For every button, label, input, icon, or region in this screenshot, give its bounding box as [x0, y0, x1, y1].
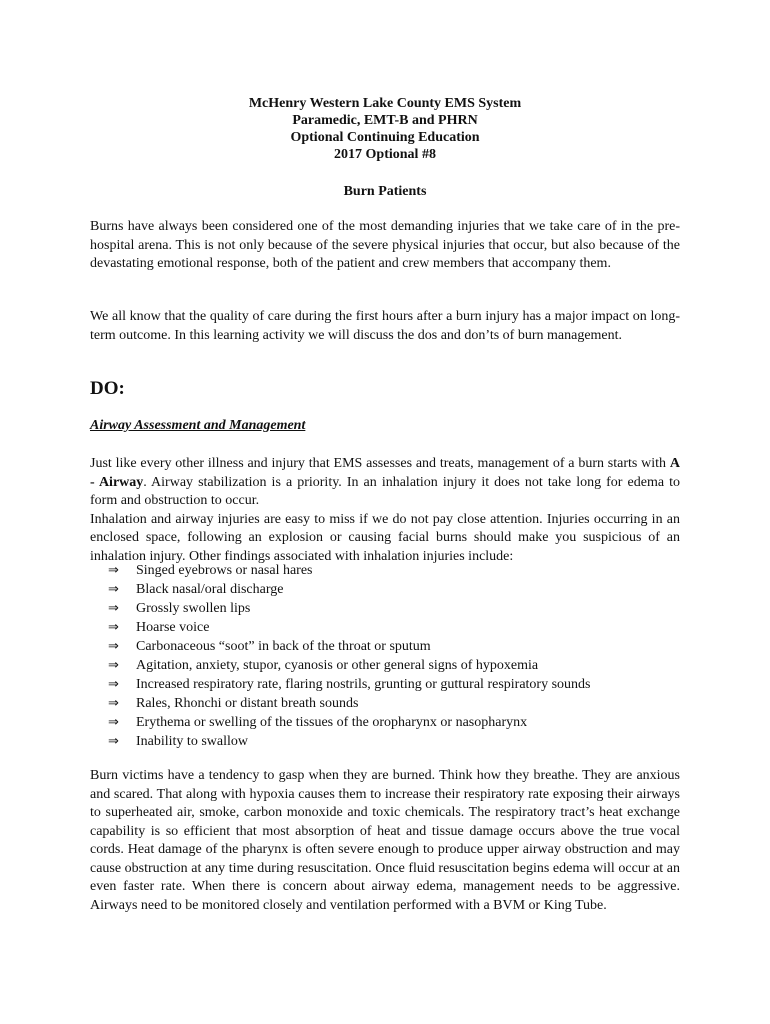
double-arrow-icon: ⇒ [108, 563, 119, 578]
finding-list-item [108, 732, 590, 751]
header-program: Optional Continuing Education [290, 130, 480, 145]
airway-paragraph-2: Inhalation and airway injuries are easy to miss if we do not pay close attention. Injuries occurring in an enclosed space, following an explosion or causing facial burns should make you suspicious of an inhalation injury. Other findings associated with inhalation injuries include: [90, 511, 680, 564]
finding-text: Black nasal/oral discharge [136, 582, 284, 597]
finding-list-item [108, 580, 590, 599]
burn-victims-paragraph: Burn victims have a tendency to gasp when they are burned. Think how they breathe. They are anxious and scared. That along with hypoxia causes them to increase their respiratory rate exposing their airways to superheated air, smoke, carbon monoxide and toxic chemicals. The respiratory tract’s heat exchange capability is so efficient that most absorption of heat and tissue damage occurs above the true vocal cords. Heat damage of the pharynx is often severe enough to produce upper airway obstruction and may cause obstruction at any time during resuscitation. Once fluid resuscitation begins edema will occur at an even faster rate. When there is concern about airway edema, management needs to be aggressive. Airways need to be monitored closely and ventilation performed with a BVM or King Tube. [90, 768, 680, 913]
double-arrow-icon: ⇒ [108, 715, 119, 730]
finding-list-item [108, 694, 590, 713]
double-arrow-icon: ⇒ [108, 582, 119, 597]
double-arrow-icon: ⇒ [108, 601, 119, 616]
finding-text: Grossly swollen lips [136, 601, 251, 616]
finding-list-item [108, 713, 590, 732]
finding-list-item [108, 675, 590, 694]
inhalation-findings-list [108, 561, 590, 751]
document-title: Burn Patients [343, 184, 427, 199]
double-arrow-icon: ⇒ [108, 658, 119, 673]
finding-list-item [108, 599, 590, 618]
intro-paragraph-2: We all know that the quality of care during the first hours after a burn injury has a major impact on long-term outcome. In this learning activity we will discuss the dos and don’ts of burn management. [90, 309, 680, 343]
do-heading: DO: [90, 378, 125, 399]
airway-paragraph-block [90, 455, 680, 566]
double-arrow-icon: ⇒ [108, 639, 119, 654]
finding-text: Erythema or swelling of the tissues of the oropharynx or nasopharynx [136, 715, 528, 730]
finding-text: Hoarse voice [136, 620, 210, 635]
finding-text: Inability to swallow [136, 734, 248, 749]
finding-list-item [108, 561, 590, 580]
section-heading-airway: Airway Assessment and Management [90, 418, 306, 433]
finding-text: Rales, Rhonchi or distant breath sounds [136, 696, 359, 711]
finding-text: Singed eyebrows or nasal hares [136, 563, 313, 578]
airway-paragraph-1: Just like every other illness and injury that EMS assesses and treats, management of a burn starts with A - Airway. Airway stabilization is a priority. In an inhalation injury it does not take long for edema to form and obstruction to occur. [90, 456, 680, 508]
finding-list-item [108, 637, 590, 656]
double-arrow-icon: ⇒ [108, 677, 119, 692]
intro-paragraph-1: Burns have always been considered one of the most demanding injuries that we take care of in the pre-hospital arena. This is not only because of the severe physical injuries that occur, but also because of the devastating emotional response, both of the patient and crew members that accompany them. [90, 219, 680, 271]
header-audience: Paramedic, EMT-B and PHRN [292, 113, 478, 128]
document-header [0, 95, 770, 163]
finding-list-item [108, 656, 590, 675]
finding-list-item [108, 618, 590, 637]
header-edition: 2017 Optional #8 [334, 147, 436, 162]
double-arrow-icon: ⇒ [108, 696, 119, 711]
finding-text: Increased respiratory rate, flaring nostrils, grunting or guttural respiratory sounds [136, 677, 591, 692]
double-arrow-icon: ⇒ [108, 734, 119, 749]
finding-text: Carbonaceous “soot” in back of the throat or sputum [136, 639, 431, 654]
double-arrow-icon: ⇒ [108, 620, 119, 635]
finding-text: Agitation, anxiety, stupor, cyanosis or other general signs of hypoxemia [136, 658, 539, 673]
header-organization: McHenry Western Lake County EMS System [248, 96, 522, 111]
airway-emphasis: A - Airway [90, 456, 680, 490]
